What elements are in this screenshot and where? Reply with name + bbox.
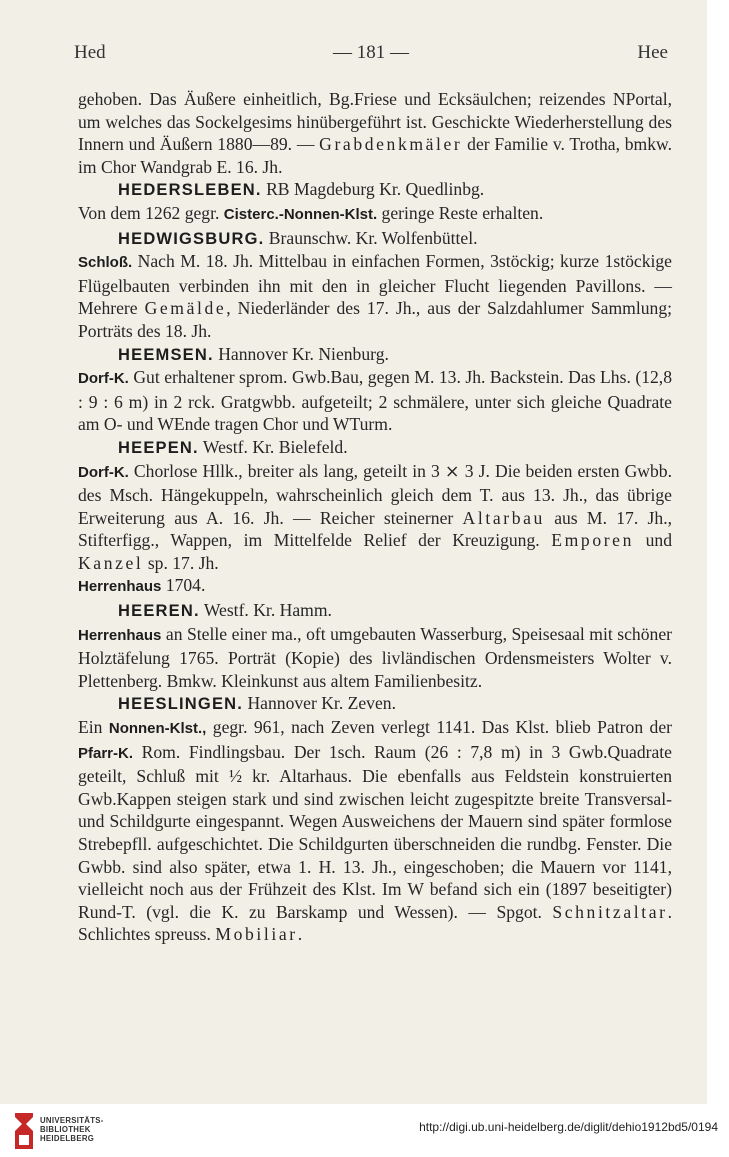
text-run: an Stelle einer ma., oft umgebauten Wasserburg, Speisesaal mit schöner Holztäfelung 1765. Porträt (Kopie) des livländischen Ordensmeisters Wolter v. Plettenberg. Bmkw. Kleinkunst aus altem Familienbesitz. xyxy=(78,623,672,691)
spaced-term: Mobiliar xyxy=(215,924,298,945)
text-run: Chorlose Hllk., breiter als lang, geteilt in 3 ⨯ 3 J. Die beiden ersten Gwbb. des Msch. Hängekuppeln, wahrscheinlich gleich dem T. aus 13. Jh., das übrige Erweiterung aus A. 16. Jh. — Reicher steinerner xyxy=(78,460,672,528)
place-name: HEEPEN. xyxy=(118,438,199,457)
place-location: Westf. Kr. Bielefeld. xyxy=(198,436,348,457)
entry-heading-heepen xyxy=(78,436,672,460)
page-text xyxy=(78,88,672,946)
footer-bar xyxy=(0,1104,729,1157)
entry-body-hedersleben xyxy=(78,202,672,227)
text-run: Von dem 1262 gegr. xyxy=(78,202,224,223)
spaced-term: Kanzel xyxy=(78,552,144,573)
entry-heading-heeren xyxy=(78,599,672,623)
bold-term: Cisterc.-Nonnen-Klst. xyxy=(223,205,378,223)
spaced-term: Altarbau xyxy=(462,507,545,528)
header-right-keyword: Hee xyxy=(637,42,668,63)
text-run: sp. 17. Jh. xyxy=(143,552,219,573)
spaced-term: Emporen xyxy=(551,530,634,551)
header-left-keyword: Hed xyxy=(74,42,106,63)
text-run: der Familie v. Trotha, bmkw. im Chor Wandgrab E. 16. Jh. xyxy=(78,134,672,177)
page-edge xyxy=(707,0,718,1104)
page-number: — 181 — xyxy=(333,42,409,63)
entry-body-heepen xyxy=(78,460,672,575)
bold-term: Nonnen-Klst., xyxy=(108,720,207,738)
place-name: HEDWIGSBURG. xyxy=(118,229,265,248)
bold-term: Pfarr-K. xyxy=(78,744,134,762)
place-name: HEEMSEN. xyxy=(118,345,214,364)
bold-term: Herrenhaus xyxy=(78,578,162,596)
place-name: HEDERSLEBEN. xyxy=(118,181,262,200)
library-logo-icon xyxy=(12,1111,36,1151)
place-location: RB Magdeburg Kr. Quedlinbg. xyxy=(261,179,485,200)
library-name-line: UNIVERSITÄTS- xyxy=(40,1116,104,1125)
place-location: Hannover Kr. Zeven. xyxy=(243,693,396,714)
library-name xyxy=(40,1116,104,1143)
permalink-url[interactable]: http://digi.ub.uni-heidelberg.de/diglit/dehio1912bd5/0194 xyxy=(419,1120,718,1134)
text-run: und xyxy=(634,530,672,551)
place-name: HEEREN. xyxy=(118,602,200,621)
entry-heading-hedwigsburg xyxy=(78,227,672,251)
entry-sub-heepen xyxy=(78,574,672,599)
entry-heading-heemsen xyxy=(78,343,672,367)
text-run: , Niederländer des 17. Jh., aus der Salzdahlumer Sammlung; Porträts des 18. Jh. xyxy=(78,298,673,341)
bold-term: Herrenhaus xyxy=(78,626,162,644)
spaced-term: Gemälde xyxy=(144,298,227,319)
intro-paragraph xyxy=(78,88,672,178)
place-name: HEESLINGEN. xyxy=(118,695,244,714)
entry-body-heemsen xyxy=(78,366,672,436)
entry-body-heeren xyxy=(78,623,672,693)
place-location: Westf. Kr. Hamm. xyxy=(199,600,332,621)
text-run: Gut erhaltener sprom. Gwb.Bau, gegen M. 13. Jh. Backstein. Das Lhs. (12,8 : 9 : 6 m) in 2 rck. Gratgwbb. aufgeteilt; 2 schmälere, unter sich gleiche Quadrate am O- und WEnde tragen Chor und WTurm. xyxy=(78,367,672,435)
spaced-term: Grabdenkmäler xyxy=(319,134,463,155)
text-run: . Schlichtes spreuss. xyxy=(78,901,672,945)
text-run: Nach M. 18. Jh. Mittelbau in einfachen Formen, 3stöckig; kurze 1stöckige Flügelbauten verbinden ihn mit den in gleicher Flucht liegenden Pavillons. — Mehrere xyxy=(78,251,672,319)
library-name-line: HEIDELBERG xyxy=(40,1134,95,1143)
text-run: Rom. Findlingsbau. Der 1sch. Raum (26 : 7,8 m) in 3 Gwb.Quadrate geteilt, Schluß mit ½ kr. Altarhaus. Die ebenfalls aus Feldstein konstruierten Gwb.Kappen steigen stark und sind zwischen leicht zugespitzte breite Transversal- und Schildgurte eingespannt. Wegen Ausweichens der Mauern sind später formlose Strebepfll. aufgeschichtet. Die Schildgurten überschneiden die rundbg. Fenster. Die Gwbb. sind also später, etwa 1. H. 13. Jh., eingeschoben; die Mauern vor 1141, vielleicht noch aus der Frühzeit des Klst. Im W befand sich ein (1897 beseitigter) Rund-T. (vgl. die K. zu Barskamp und Wessen). — Spgot. xyxy=(78,741,672,922)
text-run: geringe Reste erhalten. xyxy=(377,202,544,223)
text-run: Ein xyxy=(78,717,109,738)
text-run: aus M. 17. Jh., Stifterfigg., Wappen, im Mittelfelde Relief der Kreuzigung. xyxy=(78,507,672,551)
text-run: gegr. 961, nach Zeven verlegt 1141. Das Klst. blieb Patron der xyxy=(206,717,672,738)
bold-term: Schloß. xyxy=(78,254,133,272)
text-run: 1704. xyxy=(161,575,206,596)
entry-heading-heeslingen xyxy=(78,692,672,716)
entry-heading-hedersleben xyxy=(78,178,672,202)
spaced-term: Schnitzaltar xyxy=(552,901,668,922)
text-run: gehoben. Das Äußere einheitlich, Bg.Friese und Ecksäulchen; reizendes NPortal, um welches das Sockelgesims hinübergeführt ist. Geschickte Wiederherstellung des Innern und Äußern 1880—89. — xyxy=(78,89,672,155)
place-location: Hannover Kr. Nienburg. xyxy=(213,343,389,364)
bold-term: Dorf-K. xyxy=(78,370,129,388)
bold-term: Dorf-K. xyxy=(78,463,129,481)
place-location: Braunschw. Kr. Wolfenbüttel. xyxy=(264,227,478,248)
library-name-line: BIBLIOTHEK xyxy=(40,1125,91,1134)
text-run: . xyxy=(297,924,303,945)
entry-body-hedwigsburg xyxy=(78,250,672,342)
entry-body-heeslingen xyxy=(78,716,672,946)
